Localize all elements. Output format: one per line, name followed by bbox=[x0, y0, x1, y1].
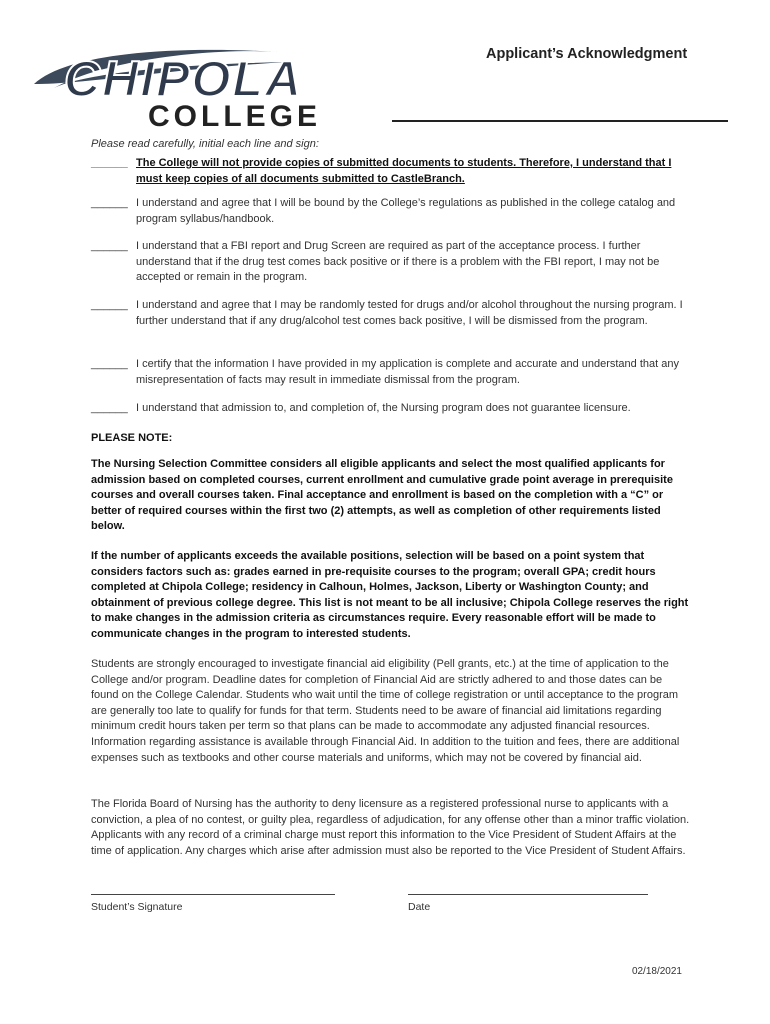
acknowledgment-text: The College will not provide copies of submitted documents to students. Therefore, I understand that I must keep copies of all documents submitted to CastleBranch. bbox=[136, 157, 672, 185]
initial-blank[interactable]: ______ bbox=[91, 197, 128, 209]
student-signature-block bbox=[91, 894, 335, 913]
point-system-paragraph: If the number of applicants exceeds the available positions, selection will be based on a point system that considers factors such as: grades earned in pre-requisite courses to the program; overall GPA; credit hours completed at Chipola College; residency in Calhoun, Holmes, Jackson, Liberty or Washington County; and obtainment of previous college degree. This list is not meant to be all inclusive; Chipola College reserves the right to make changes in the admission criteria as circumstances require. Every reasonable effort will be made to communicate changes in the program to interested students. bbox=[91, 550, 689, 640]
initial-blank[interactable]: ______ bbox=[91, 240, 128, 252]
date-line[interactable] bbox=[408, 894, 648, 895]
logo-underline bbox=[392, 120, 728, 122]
date-label: Date bbox=[408, 901, 431, 913]
initial-blank[interactable]: ______ bbox=[91, 157, 128, 169]
date-block bbox=[408, 894, 648, 913]
revision-date: 02/18/2021 bbox=[631, 966, 682, 977]
chipola-college-logo bbox=[28, 44, 400, 128]
instructions-text: Please read carefully, initial each line and sign: bbox=[91, 138, 319, 150]
initial-blank[interactable]: ______ bbox=[91, 402, 128, 414]
page-title: Applicant’s Acknowledgment bbox=[486, 46, 688, 62]
acknowledgment-item-2 bbox=[91, 196, 691, 227]
acknowledgment-item-4 bbox=[91, 298, 691, 329]
acknowledgment-text: I certify that the information I have provided in my application is complete and accurate and understand that any misrepresentation of facts may result in immediate dismissal from the program. bbox=[136, 358, 679, 386]
acknowledgment-item-6 bbox=[91, 401, 691, 417]
logo-word-chipola: CHIPOLA bbox=[64, 51, 303, 107]
please-note-heading: PLEASE NOTE: bbox=[91, 432, 173, 444]
initial-blank[interactable]: ______ bbox=[91, 299, 128, 311]
acknowledgment-text: I understand that a FBI report and Drug Screen are required as part of the acceptance process. I further understand that if the drug test comes back positive or if there is a problem with the FBI report, I may not be accepted or remain in the program. bbox=[136, 240, 660, 283]
acknowledgment-item-5 bbox=[91, 357, 691, 388]
financial-aid-paragraph: Students are strongly encouraged to investigate financial aid eligibility (Pell grants, etc.) at the time of application to the College and/or program. Deadline dates for completion of Financial Aid are strictly adhered to and those dates can be found on the College Calendar. Students who wait until the time of college registration or until acceptance to the program are generally too late to qualify for funds for that term. Students need to be aware of financial aid limitations regarding minimum credit hours taken per term so that plans can be made to accommodate any adjusted financial resources. Information regarding assistance is available through Financial Aid. In addition to the tuition and fees, there are additional expenses such as textbooks and other course materials and uniforms, which may not be covered by financial aid. bbox=[91, 658, 680, 764]
initial-blank[interactable]: ______ bbox=[91, 358, 128, 370]
logo-word-college: COLLEGE bbox=[148, 100, 322, 128]
acknowledgment-item-3 bbox=[91, 239, 691, 286]
student-signature-label: Student’s Signature bbox=[91, 901, 183, 913]
acknowledgment-text: I understand that admission to, and completion of, the Nursing program does not guarantee licensure. bbox=[136, 402, 631, 414]
student-signature-line[interactable] bbox=[91, 894, 335, 895]
acknowledgment-text: I understand and agree that I may be randomly tested for drugs and/or alcohol throughout the nursing program. I further understand that if any drug/alcohol test comes back positive, I will be dismissed from the program. bbox=[136, 299, 683, 327]
board-of-nursing-paragraph: The Florida Board of Nursing has the authority to deny licensure as a registered professional nurse to applicants with a conviction, a plea of no contest, or guilty plea, regardless of adjudication, for any offense other than a minor traffic violation. Applicants with any record of a criminal charge must report this information to the Vice President of Student Affairs at the time of application. Any charges which arise after admission must also be reported to the Vice President of Student Affairs. bbox=[91, 798, 690, 857]
acknowledgment-text: I understand and agree that I will be bound by the College’s regulations as published in the college catalog and program syllabus/handbook. bbox=[136, 197, 676, 225]
selection-committee-paragraph: The Nursing Selection Committee considers all eligible applicants and select the most qualified applicants for admission based on completed courses, current enrollment and cumulative grade point average in prerequisite courses and overall courses taken. Final acceptance and enrollment is based on the completion with a “C” or better of required courses within the first two (2) attempts, as well as completion of other requirements listed below. bbox=[91, 458, 673, 533]
acknowledgment-item-1 bbox=[91, 156, 691, 187]
